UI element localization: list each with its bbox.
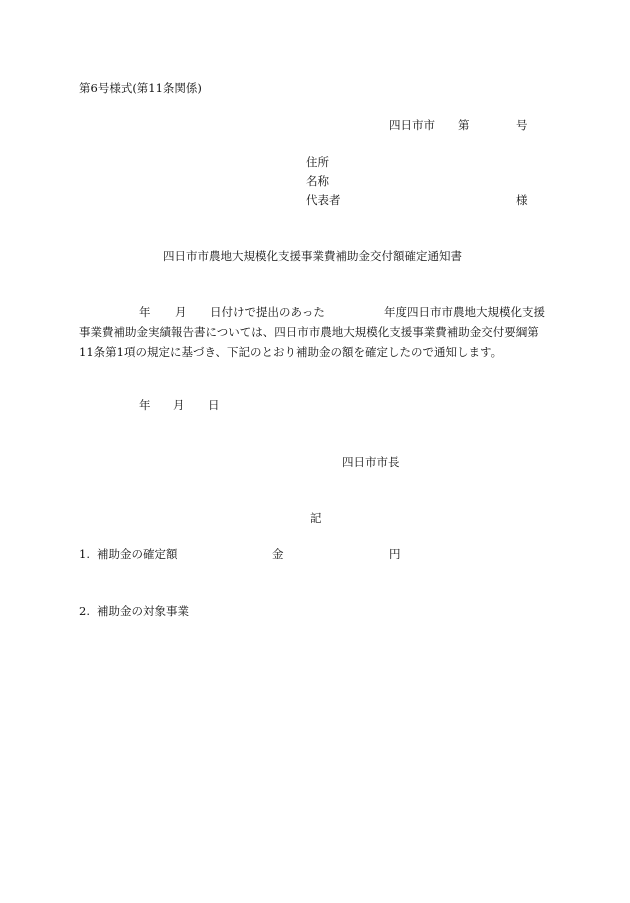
date-month: 月 — [173, 398, 185, 412]
body-month: 月 — [175, 305, 187, 319]
body-line1-rest: 年度四日市市農地大規模化支援 — [384, 305, 545, 319]
item-kin: 金 — [272, 547, 284, 561]
form-label: 第6号様式(第11条関係) — [79, 81, 202, 95]
honorific: 様 — [516, 193, 528, 207]
ki-heading: 記 — [310, 511, 322, 525]
reference-city: 四日市市 — [389, 118, 435, 132]
body-line3: 11条第1項の規定に基づき、下記のとおり補助金の額を確定したので通知します。 — [79, 345, 503, 359]
body-submitted: 日付けで提出のあった — [210, 305, 325, 319]
reference-dai: 第 — [458, 118, 470, 132]
date-day: 日 — [208, 398, 220, 412]
issuer: 四日市市長 — [342, 455, 400, 469]
reference-go: 号 — [516, 118, 528, 132]
name-label: 名称 — [306, 174, 329, 188]
item-number: 1. — [79, 547, 90, 561]
body-line2: 事業費補助金実績報告書については、四日市市農地大規模化支援事業費補助金交付要綱第 — [79, 325, 539, 339]
address-label: 住所 — [306, 155, 329, 169]
body-year: 年 — [139, 305, 151, 319]
date-year: 年 — [139, 398, 151, 412]
item-label: 補助金の対象事業 — [97, 604, 189, 618]
document-title: 四日市市農地大規模化支援事業費補助金交付額確定通知書 — [163, 249, 462, 263]
item-number: 2. — [79, 604, 90, 618]
representative-label: 代表者 — [306, 193, 341, 207]
item-label: 補助金の確定額 — [97, 547, 178, 561]
item-yen: 円 — [389, 547, 401, 561]
